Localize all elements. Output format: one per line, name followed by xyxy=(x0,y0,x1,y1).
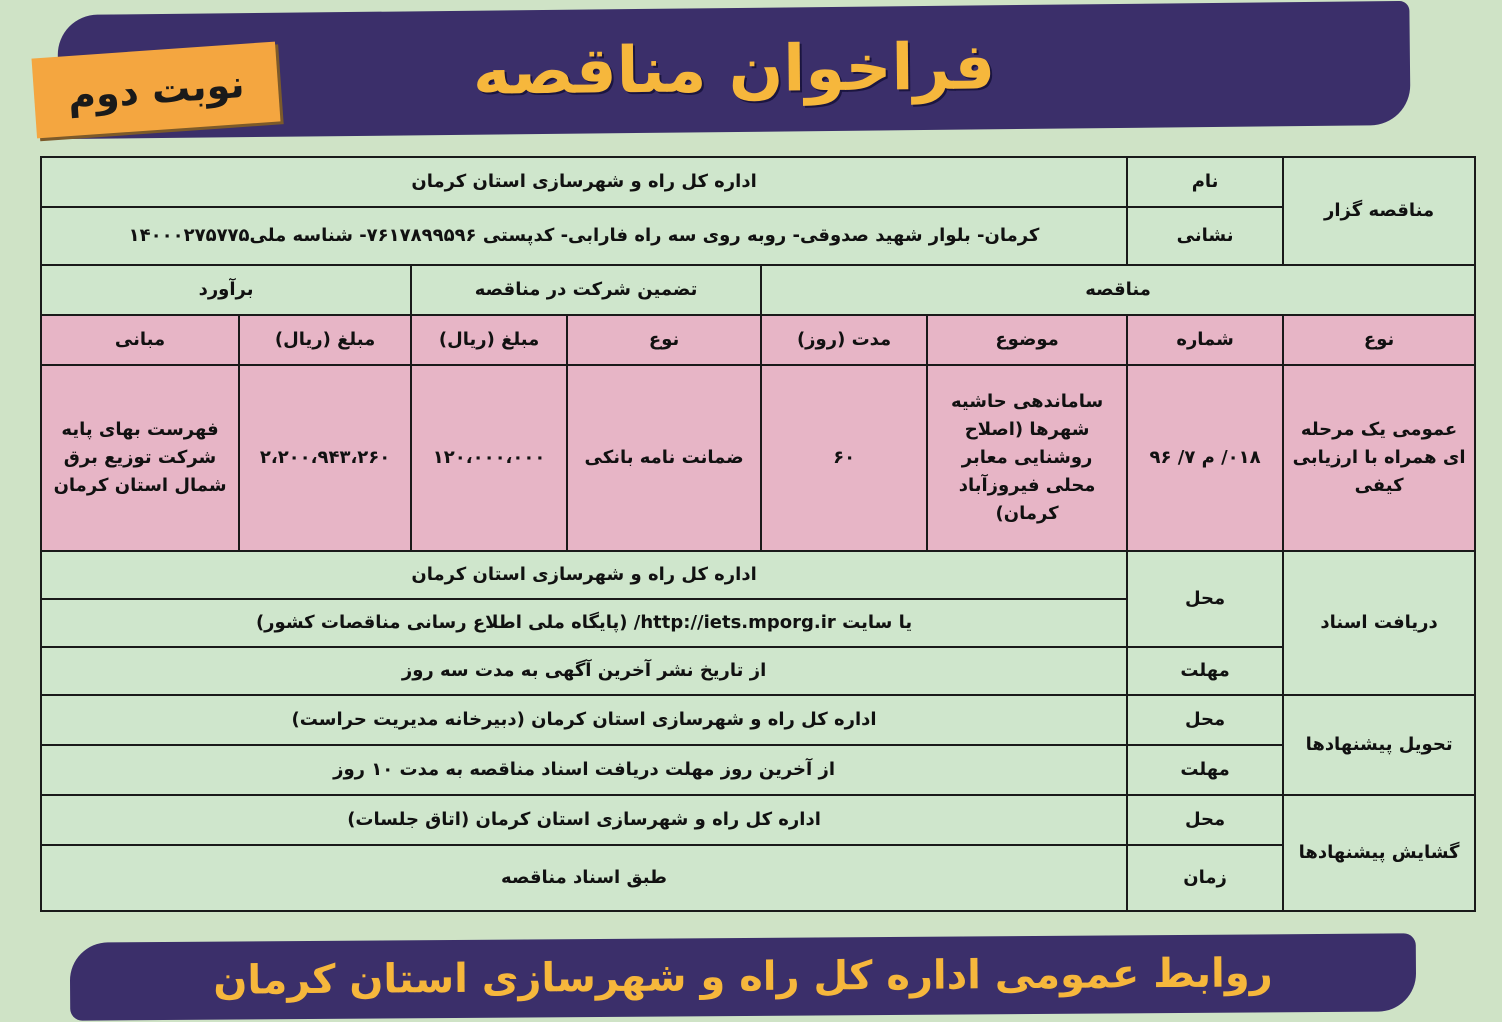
col-guarantee-type: نوع xyxy=(567,315,761,365)
tenderer-name: اداره کل راه و شهرسازی استان کرمان xyxy=(41,157,1127,207)
col-guarantee-amount: مبلغ (ریال) xyxy=(411,315,567,365)
estimate-basis: فهرست بهای پایه شرکت توزیع برق شمال استان کرمان xyxy=(41,365,239,551)
group-estimate: برآورد xyxy=(41,265,411,315)
page-title: فراخوان مناقصه xyxy=(472,30,996,110)
estimate-amount: ۲،۲۰۰،۹۴۳،۲۶۰ xyxy=(239,365,411,551)
col-subject: موضوع xyxy=(927,315,1127,365)
col-duration: مدت (روز) xyxy=(761,315,927,365)
doc-place-label: محل xyxy=(1127,551,1283,647)
footer-text: روابط عمومی اداره کل راه و شهرسازی استان کرمان xyxy=(213,950,1273,1004)
doc-place-value-2: یا سایت http://iets.mporg.ir/ (پایگاه ملی اطلاع رسانی مناقصات کشور) xyxy=(41,599,1127,647)
tenderer-address: کرمان- بلوار شهید صدوقی- روبه روی سه راه فارابی- کدپستی ۷۶۱۷۸۹۹۵۹۶- شناسه ملی۱۴۰۰۰۲۷۵۷۷۵ xyxy=(41,207,1127,265)
guarantee-type: ضمانت نامه بانکی xyxy=(567,365,761,551)
opening-place-value: اداره کل راه و شهرسازی استان کرمان (اتاق جلسات) xyxy=(41,795,1127,845)
bid-opening-label: گشایش پیشنهادها xyxy=(1283,795,1475,911)
guarantee-amount: ۱۲۰،۰۰۰،۰۰۰ xyxy=(411,365,567,551)
doc-deadline-label: مهلت xyxy=(1127,647,1283,695)
opening-time-value: طبق اسناد مناقصه xyxy=(41,845,1127,911)
tender-type: عمومی یک مرحله ای همراه با ارزیابی کیفی xyxy=(1283,365,1475,551)
tender-number: ۰۱۸/ م ۷/ ۹۶ xyxy=(1127,365,1283,551)
doc-deadline-value: از تاریخ نشر آخرین آگهی به مدت سه روز xyxy=(41,647,1127,695)
col-basis: مبانی xyxy=(41,315,239,365)
delivery-place-value: اداره کل راه و شهرسازی استان کرمان (دبیرخانه مدیریت حراست) xyxy=(41,695,1127,745)
bid-delivery-label: تحویل پیشنهادها xyxy=(1283,695,1475,795)
col-type: نوع xyxy=(1283,315,1475,365)
round-badge xyxy=(32,42,281,139)
delivery-place-label: محل xyxy=(1127,695,1283,745)
opening-time-label: زمان xyxy=(1127,845,1283,911)
group-guarantee: تضمین شرکت در مناقصه xyxy=(411,265,761,315)
col-number: شماره xyxy=(1127,315,1283,365)
tenderer-label: مناقصه گزار xyxy=(1283,157,1475,265)
footer-banner xyxy=(70,933,1417,1020)
name-label: نام xyxy=(1127,157,1283,207)
col-estimate-amount: مبلغ (ریال) xyxy=(239,315,411,365)
tender-table xyxy=(40,156,1476,912)
tender-subject: ساماندهی حاشیه شهرها (اصلاح روشنایی معابر محلی فیروزآباد کرمان) xyxy=(927,365,1127,551)
round-label: نوبت دوم xyxy=(66,61,246,119)
address-label: نشانی xyxy=(1127,207,1283,265)
group-tender: مناقصه xyxy=(761,265,1475,315)
tender-duration: ۶۰ xyxy=(761,365,927,551)
doc-place-value-1: اداره کل راه و شهرسازی استان کرمان xyxy=(41,551,1127,599)
delivery-deadline-value: از آخرین روز مهلت دریافت اسناد مناقصه به مدت ۱۰ روز xyxy=(41,745,1127,795)
doc-receipt-label: دریافت اسناد xyxy=(1283,551,1475,695)
delivery-deadline-label: مهلت xyxy=(1127,745,1283,795)
opening-place-label: محل xyxy=(1127,795,1283,845)
